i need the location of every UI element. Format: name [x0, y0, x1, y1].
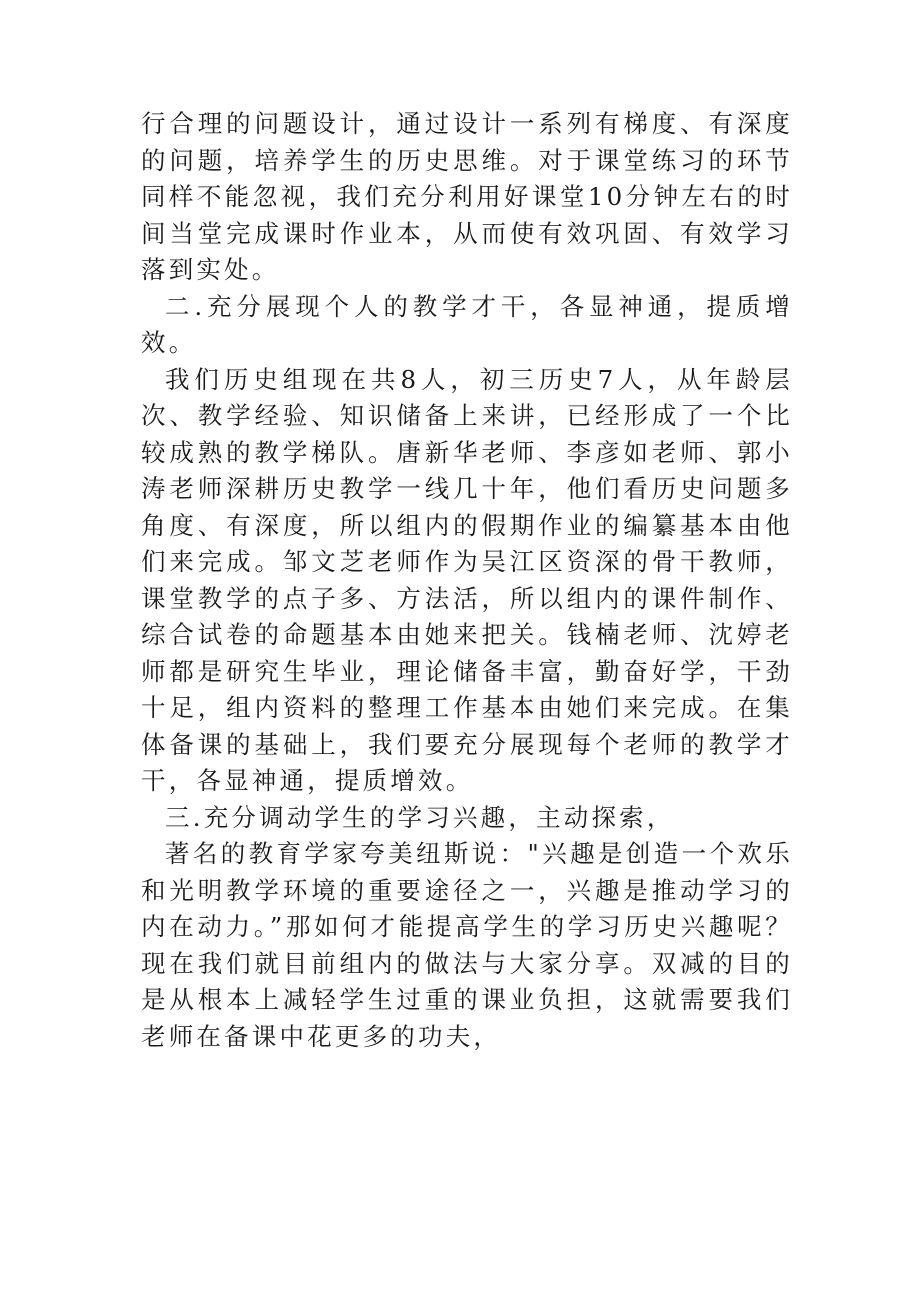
section-heading-three: 三.充分调动学生的学习兴趣，主动探索， [165, 802, 675, 832]
paragraph-history-group: 我们历史组现在共8人，初三历史7人，从年龄层次、教学经验、知识储备上来讲，已经形成了一个比较成熟的教学梯队。唐新华老师、李彦如老师、郭小涛老师深耕历史教学一线几十年，他们看历史问题多角度、有深度，所以组内的假期作业的编纂基本由他们来完成。邹文芝老师作为吴江区资深的骨干教师，课堂教学的点子多、方法活，所以组内的课件制作、综合试卷的命题基本由她来把关。钱楠老师、沈婷老师都是研究生毕业，理论储备丰富，勤奋好学，干劲十足，组内资料的整理工作基本由她们来完成。在集体备课的基础上，我们要充分展现每个老师的教学才干，各显神通，提质增效。 [141, 364, 793, 795]
section-heading-two: 二.充分展现个人的教学才干，各显神通，提质增效。 [141, 291, 793, 357]
paragraph-interest: 著名的教育学家夸美纽斯说："兴趣是创造一个欢乐和光明教学环境的重要途径之一，兴趣是推动学习的内在动力。”那如何才能提高学生的学习历史兴趣呢？现在我们就目前组内的做法与大家分享。双减的目的是从根本上减轻学生过重的课业负担，这就需要我们老师在备课中花更多的功夫， [141, 839, 793, 1051]
document-body [141, 106, 793, 1055]
paragraph-continuation: 行合理的问题设计，通过设计一系列有梯度、有深度的问题，培养学生的历史思维。对于课堂练习的环节同样不能忽视，我们充分利用好课堂10分钟左右的时间当堂完成课时作业本，从而使有效巩固、有效学习落到实处。 [141, 109, 793, 284]
